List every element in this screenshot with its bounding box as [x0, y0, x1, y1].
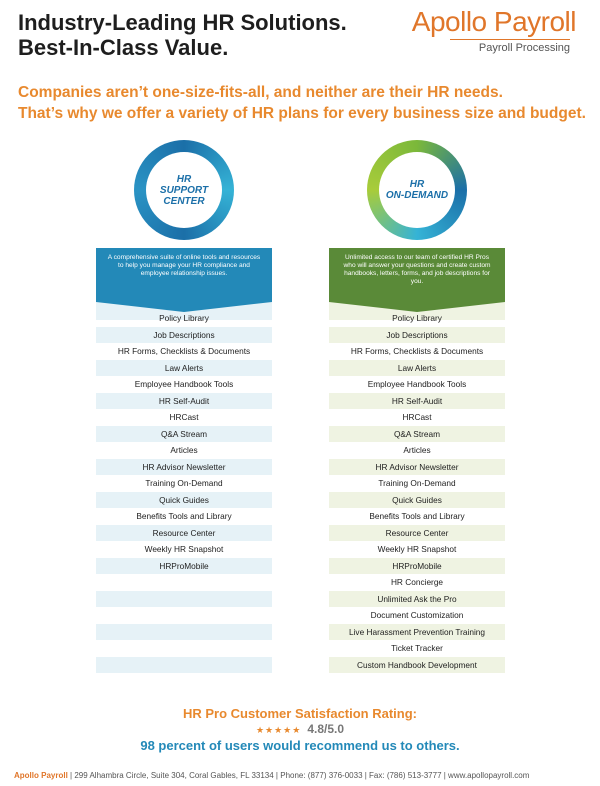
feature-row: Employee Handbook Tools [367, 379, 467, 390]
feature-list [329, 310, 505, 673]
feature-row: HRCast [169, 412, 199, 423]
feature-row: Custom Handbook Development [329, 657, 505, 674]
feature-row: Articles [403, 445, 431, 456]
feature-row [96, 640, 272, 657]
feature-row: Live Harassment Prevention Training [329, 624, 505, 641]
feature-row [96, 657, 272, 674]
badge-label [160, 174, 208, 207]
footer-details: | 299 Alhambra Circle, Suite 304, Coral Gables, FL 33134 | Phone: (877) 376-0033 | Fax: (786) 513-3777 | www.apollopayroll.com [70, 771, 530, 780]
feature-row: Benefits Tools and Library [136, 511, 232, 522]
headline-line1: Industry-Leading HR Solutions. [18, 10, 347, 35]
feature-row: HR Advisor Newsletter [96, 459, 272, 476]
feature-row: Job Descriptions [96, 327, 272, 344]
star-rating-icon: ★★★★★ [255, 725, 302, 735]
feature-row: Training On-Demand [145, 478, 223, 489]
feature-row: HRCast [402, 412, 432, 423]
feature-row: Q&A Stream [329, 426, 505, 443]
plan-description: A comprehensive suite of online tools and resources to help you manage your HR compliance and employee relationship issues. [96, 248, 272, 302]
tagline [18, 82, 588, 124]
headline-line2: Best-In-Class Value. [18, 35, 229, 60]
badge-label [386, 179, 448, 201]
plan-description: Unlimited access to our team of certified HR Pros who will answer your questions and create custom handbooks, letters, forms, and job descriptions for you. [329, 248, 505, 302]
headline [18, 10, 347, 60]
feature-row: Resource Center [329, 525, 505, 542]
badge-inner [146, 152, 222, 228]
badge-inner [379, 152, 455, 228]
feature-row: Unlimited Ask the Pro [329, 591, 505, 608]
feature-row [96, 607, 272, 624]
plan-badge-hr-on-demand [367, 140, 467, 240]
feature-row: Q&A Stream [96, 426, 272, 443]
plan-column-hr-support-center [96, 140, 272, 673]
feature-row: Policy Library [159, 313, 209, 324]
feature-row: Policy Library [392, 313, 442, 324]
feature-row: Weekly HR Snapshot [377, 544, 457, 555]
footer-brand: Apollo Payroll [14, 771, 68, 780]
feature-row: Training On-Demand [378, 478, 456, 489]
tagline-line1: Companies aren’t one-size-fits-all, and neither are their HR needs. [18, 84, 503, 101]
feature-row: Quick Guides [96, 492, 272, 509]
logo-subtitle: Payroll Processing [478, 42, 570, 54]
feature-row [96, 624, 272, 641]
feature-row: Quick Guides [329, 492, 505, 509]
logo-underline [450, 39, 570, 40]
feature-row: Law Alerts [96, 360, 272, 377]
rating-title: HR Pro Customer Satisfaction Rating: [182, 706, 418, 721]
feature-row: HR Forms, Checklists & Documents [350, 346, 484, 357]
feature-row: Employee Handbook Tools [134, 379, 234, 390]
feature-row: HR Self-Audit [329, 393, 505, 410]
badge-text-2: ON-DEMAND [385, 190, 449, 201]
tagline-line2: That’s why we offer a variety of HR plans for every business size and budget. [18, 105, 586, 122]
feature-row: Law Alerts [329, 360, 505, 377]
feature-row: Weekly HR Snapshot [144, 544, 224, 555]
feature-row: Resource Center [96, 525, 272, 542]
feature-row: HRProMobile [329, 558, 505, 575]
badge-text-3: CENTER [163, 195, 205, 207]
feature-row: Document Customization [370, 610, 464, 621]
badge-text-2: SUPPORT [159, 184, 209, 196]
feature-row: Benefits Tools and Library [369, 511, 465, 522]
rating-score-line [0, 722, 600, 736]
feature-row: Articles [170, 445, 198, 456]
feature-row: HR Advisor Newsletter [329, 459, 505, 476]
feature-row: Job Descriptions [329, 327, 505, 344]
badge-text-1: HR [176, 173, 192, 185]
feature-row: HR Forms, Checklists & Documents [117, 346, 251, 357]
badge-text-1: HR [409, 179, 425, 190]
logo-wordmark: Apollo Payroll [411, 6, 576, 37]
feature-row [96, 591, 272, 608]
plan-column-hr-on-demand [329, 140, 505, 673]
rating-score: 4.8/5.0 [307, 722, 345, 736]
feature-row [96, 574, 272, 591]
footer [14, 771, 594, 780]
recommend-text: 98 percent of users would recommend us to others. [140, 738, 460, 753]
feature-list [96, 310, 272, 673]
plan-badge-hr-support-center [134, 140, 234, 240]
feature-row: HR Concierge [390, 577, 444, 588]
feature-row: HRProMobile [96, 558, 272, 575]
feature-row: HR Self-Audit [96, 393, 272, 410]
apollo-logo [406, 6, 584, 56]
feature-row: Ticket Tracker [391, 643, 443, 654]
